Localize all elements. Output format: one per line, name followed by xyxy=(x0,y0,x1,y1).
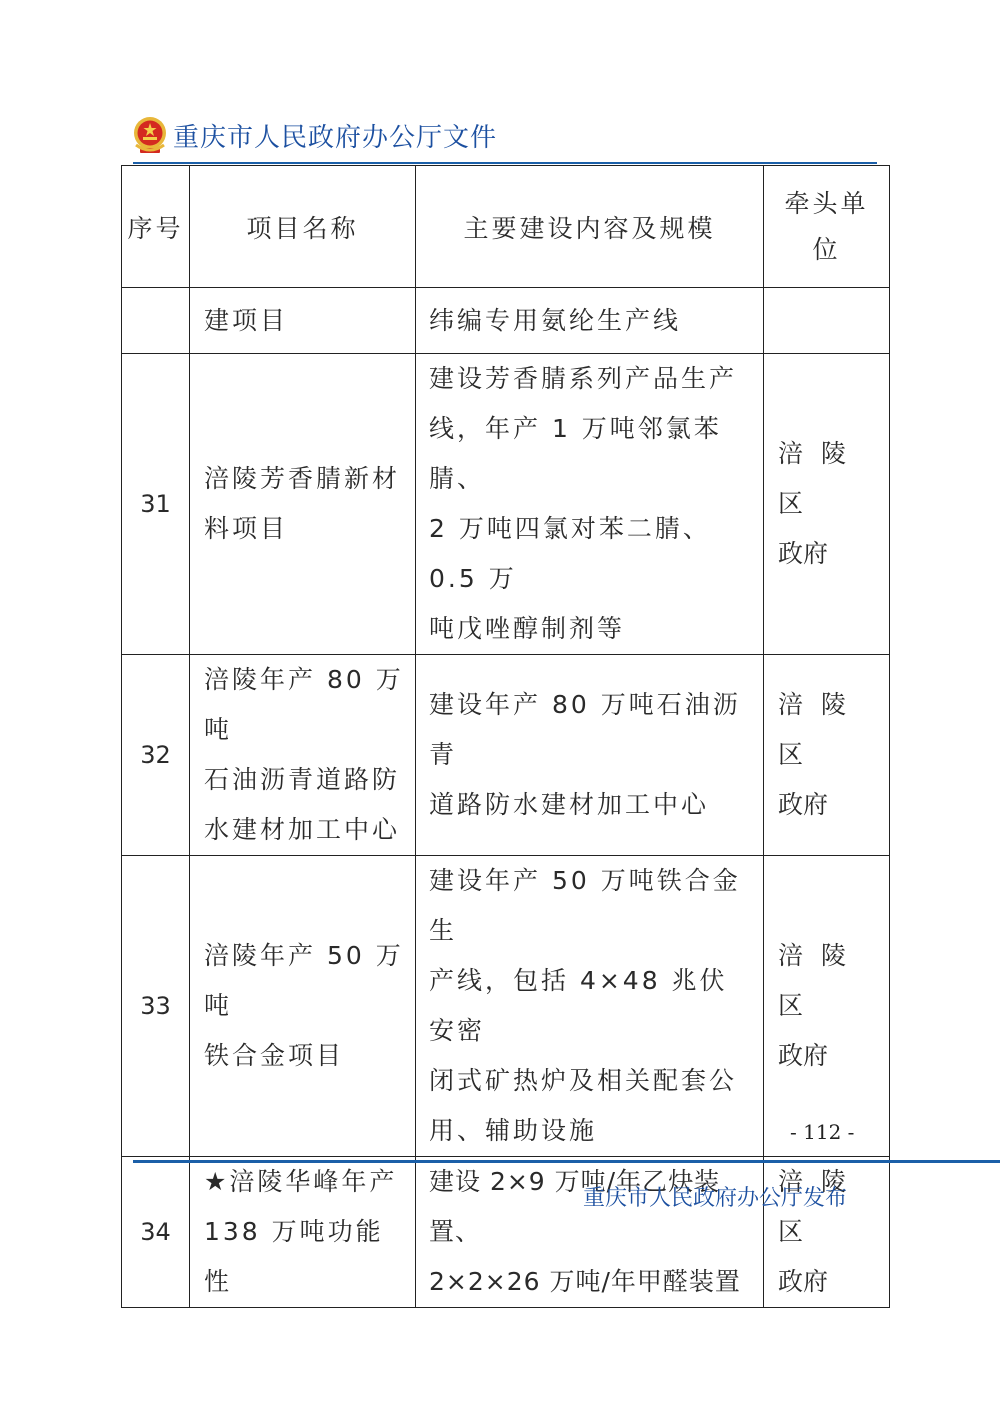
project-name-line: 水建材加工中心 xyxy=(204,815,401,844)
column-header-content: 主要建设内容及规模 xyxy=(416,166,764,288)
lead-unit-line: 涪陵区 xyxy=(778,439,865,518)
project-name-line: 涪陵年产 80 万吨 xyxy=(204,665,404,744)
content-line: 建设 2×9 万吨/年乙炔装置、 xyxy=(429,1167,721,1246)
lead-unit-line: 政府 xyxy=(778,1041,829,1070)
lead-unit-line: 政府 xyxy=(778,539,829,568)
content-line: 产线，包括 4×48 兆伏安密 xyxy=(429,966,728,1045)
content-cell xyxy=(416,354,764,655)
project-name-cell: 建项目 xyxy=(190,288,416,354)
content-cell xyxy=(416,1157,764,1308)
project-name-cell xyxy=(190,354,416,655)
lead-cell xyxy=(764,354,890,655)
content-line: 闭式矿热炉及相关配套公 xyxy=(429,1066,738,1095)
content-line: 用、辅助设施 xyxy=(429,1116,598,1145)
lead-unit-line: 涪陵区 xyxy=(778,941,865,1020)
column-header-lead xyxy=(764,166,890,288)
project-name-line: 涪陵年产 50 万吨 xyxy=(204,941,404,1020)
national-emblem-icon xyxy=(133,115,167,155)
project-table xyxy=(121,165,890,1308)
lead-cell xyxy=(764,1157,890,1308)
table-row xyxy=(122,856,890,1157)
lead-cell xyxy=(764,655,890,856)
table-row xyxy=(122,354,890,655)
column-header-no: 序号 xyxy=(122,166,190,288)
content-line: 吨戊唑醇制剂等 xyxy=(429,614,626,643)
content-line: 线，年产 1 万吨邻氯苯腈、 xyxy=(429,414,722,493)
document-header xyxy=(133,110,497,160)
page-number: - 112 - xyxy=(790,1120,855,1144)
project-name-cell xyxy=(190,1157,416,1308)
publisher-footer: 重庆市人民政府办公厅发布 xyxy=(583,1186,848,1211)
project-name-line: 石油沥青道路防 xyxy=(204,765,401,794)
no-cell: 33 xyxy=(122,856,190,1157)
column-header-lead-line: 牵头单 xyxy=(784,188,869,218)
lead-unit-line: 政府 xyxy=(778,1267,829,1296)
content-line: 2×2×26 万吨/年甲醛装置 xyxy=(429,1267,741,1296)
content-line: 建设年产 80 万吨石油沥青 xyxy=(429,690,741,769)
table-header-row xyxy=(122,166,890,288)
content-line: 建设芳香腈系列产品生产 xyxy=(429,364,738,393)
project-name-line: 铁合金项目 xyxy=(204,1041,345,1070)
project-name-cell xyxy=(190,856,416,1157)
no-cell: 34 xyxy=(122,1157,190,1308)
content-cell: 纬编专用氨纶生产线 xyxy=(416,288,764,354)
content-cell xyxy=(416,655,764,856)
table-row xyxy=(122,288,890,354)
project-name-line: 138 万吨功能性 xyxy=(204,1217,384,1296)
lead-unit-line: 涪陵区 xyxy=(778,690,865,769)
project-name-line: 涪陵芳香腈新材 xyxy=(204,464,401,493)
content-cell xyxy=(416,856,764,1157)
no-cell: 32 xyxy=(122,655,190,856)
content-line: 建设年产 50 万吨铁合金生 xyxy=(429,866,741,945)
footer-divider xyxy=(133,1160,1000,1163)
lead-cell xyxy=(764,856,890,1157)
project-name-line: ★涪陵华峰年产 xyxy=(204,1167,398,1196)
lead-unit-line: 涪陵区 xyxy=(778,1167,865,1246)
no-cell: 31 xyxy=(122,354,190,655)
content-line: 道路防水建材加工中心 xyxy=(429,790,710,819)
column-header-name: 项目名称 xyxy=(190,166,416,288)
lead-cell xyxy=(764,288,890,354)
lead-unit-line: 政府 xyxy=(778,790,829,819)
document-header-title: 重庆市人民政府办公厅文件 xyxy=(173,122,498,153)
project-name-line: 料项目 xyxy=(204,514,289,543)
column-header-lead-line: 位 xyxy=(812,234,841,264)
project-name-cell xyxy=(190,655,416,856)
table-row xyxy=(122,1157,890,1308)
content-line: 2 万吨四氯对苯二腈、0.5 万 xyxy=(429,514,711,593)
header-divider xyxy=(133,162,877,164)
table-row xyxy=(122,655,890,856)
no-cell xyxy=(122,288,190,354)
